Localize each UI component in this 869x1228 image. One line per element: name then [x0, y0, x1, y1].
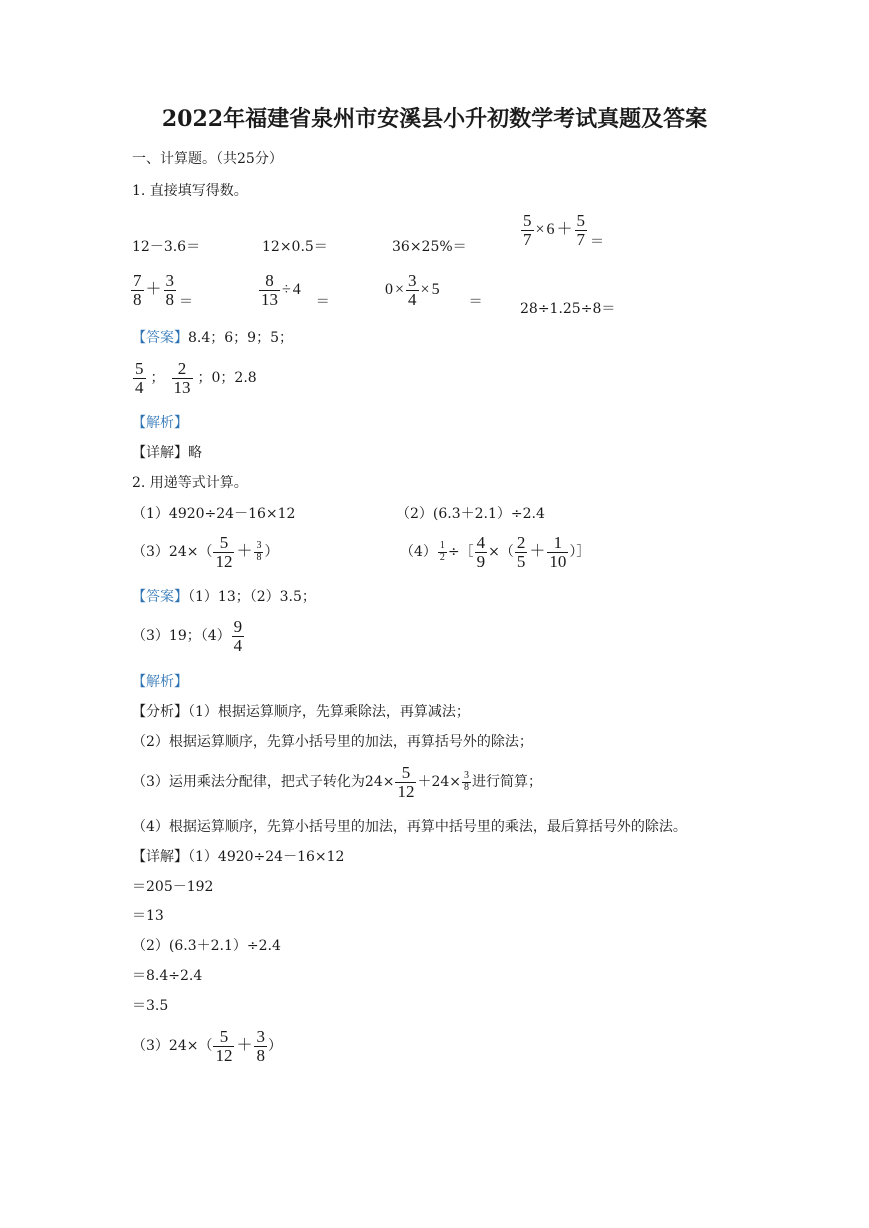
section-heading: 一、计算题。（共25分）	[132, 151, 283, 167]
fraction: $\frac{5}{12}$	[215, 1027, 233, 1065]
fraction: $\frac{3}{8}$	[256, 1027, 265, 1065]
q1-item-7: 0 × $\frac{3}{4}$ × 5 ＝	[385, 271, 483, 310]
q2-heading: 2. 用递等式计算。	[132, 475, 248, 491]
q2-problem-1: （1）4920÷24－16×12	[132, 506, 296, 522]
fraction: $\frac{5}{7}$	[576, 211, 586, 249]
fraction: $\frac{9}{4}$	[233, 617, 243, 655]
fraction: $\frac{3}{8}$	[165, 271, 175, 309]
q1-item-3: 36×25%＝	[392, 239, 467, 255]
q2-detail-line-1: 【详解】（1）4920÷24－16×12	[132, 849, 345, 865]
fraction: $\frac{1}{2}$	[439, 540, 445, 563]
q2-detail-line-5: ＝8.4÷2.4	[132, 968, 203, 984]
q1-answer-line2: $\frac{5}{4}$ ； $\frac{2}{13}$ ；0；2.8	[135, 359, 257, 397]
q2-fenxi-1: 【分析】（1）根据运算顺序，先算乘除法，再算减法；	[132, 704, 470, 720]
q1-item-4: $\frac{5}{7}$ × 6 ＋ $\frac{5}{7}$ ＝	[523, 211, 605, 250]
fraction: $\frac{5}{12}$	[215, 533, 233, 571]
q2-fenxi-3: （3）运用乘法分配律，把式子转化为24× $\frac{5}{12}$ ＋24× $\frac{3}{8}$ 进行简算；	[132, 763, 542, 801]
answer-tag: 【答案】	[132, 330, 188, 346]
fraction: $\frac{2}{13}$	[173, 359, 191, 397]
fraction: $\frac{3}{4}$	[408, 271, 417, 309]
fraction: $\frac{5}{4}$	[135, 359, 144, 397]
q2-detail-line-2: ＝205－192	[132, 879, 214, 895]
fraction: $\frac{3}{8}$	[464, 770, 469, 793]
fraction: $\frac{5}{12}$	[397, 763, 415, 801]
analysis-tag: 【解析】	[132, 415, 188, 431]
fraction: $\frac{7}{8}$	[133, 271, 142, 309]
q1-item-1: 12－3.6＝	[132, 239, 201, 255]
q1-item-5: $\frac{7}{8}$ ＋ $\frac{3}{8}$ ＝	[133, 271, 194, 310]
q2-problem-4: （4） $\frac{1}{2}$ ÷［ $\frac{4}{9}$ ×（ $\frac{2}{5}$ ＋ $\frac{1}{10}$ ）］	[400, 533, 591, 571]
analysis-tag: 【解析】	[132, 674, 188, 690]
q2-detail-line-7: （3）24×（ $\frac{5}{12}$ ＋ $\frac{3}{8}$ ）	[132, 1027, 282, 1065]
fraction: $\frac{3}{8}$	[256, 540, 262, 563]
answer-tag: 【答案】	[132, 589, 188, 605]
document-title: 2022年福建省泉州市安溪县小升初数学考试真题及答案	[161, 106, 708, 132]
q2-problem-3: （3）24×（ $\frac{5}{12}$ ＋ $\frac{3}{8}$ ）	[132, 533, 279, 571]
q2-fenxi-2: （2）根据运算顺序，先算小括号里的加法，再算括号外的除法；	[132, 734, 533, 750]
q2-problem-2: （2）(6.3＋2.1）÷2.4	[396, 506, 545, 522]
q2-answer: 【答案】（1）13；（2）3.5；	[132, 589, 316, 605]
q1-heading: 1. 直接填写得数。	[132, 183, 248, 199]
q2-answer-line2: （3）19；（4） $\frac{9}{4}$	[132, 617, 243, 655]
fraction: $\frac{1}{10}$	[549, 533, 567, 571]
fraction: $\frac{5}{7}$	[523, 211, 532, 249]
q2-detail-line-4: （2）(6.3＋2.1）÷2.4	[132, 938, 281, 954]
fraction: $\frac{4}{9}$	[476, 533, 486, 571]
q1-item-8: 28÷1.25÷8＝	[520, 301, 616, 317]
q2-detail-line-6: ＝3.5	[132, 998, 169, 1014]
fraction: $\frac{8}{13}$	[261, 271, 278, 309]
q1-detail: 【详解】略	[132, 445, 202, 461]
q2-detail-line-3: ＝13	[132, 908, 164, 924]
q2-fenxi-4: （4）根据运算顺序，先算小括号里的加法，再算中括号里的乘法，最后算括号外的除法。	[132, 819, 687, 835]
fraction: $\frac{2}{5}$	[516, 533, 526, 571]
q1-answer: 【答案】8.4；6；9；5；	[132, 330, 293, 346]
q1-item-6: $\frac{8}{13}$ ÷ 4 ＝	[261, 271, 330, 310]
q1-item-2: 12×0.5＝	[262, 239, 328, 255]
